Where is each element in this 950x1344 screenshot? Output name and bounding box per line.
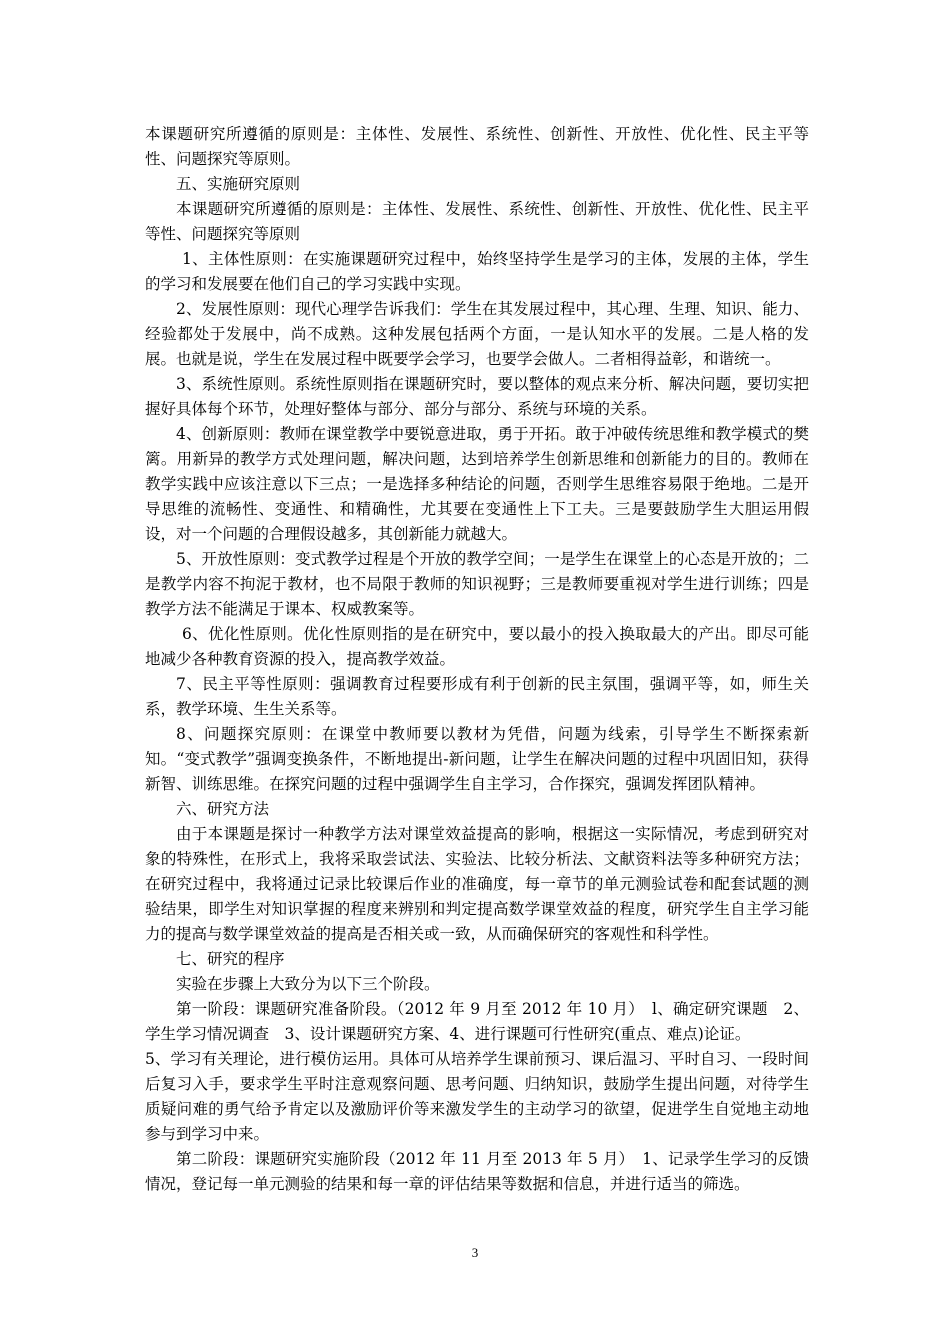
heading-section-6: 六、研究方法 bbox=[176, 800, 270, 818]
paragraph-principle-3: 3、系统性原则。系统性原则指在课题研究时，要以整体的观点来分析、解决问题，要切实把握好具体每个环节，处理好整体与部分、部分与部分、系统与环境的关系。 bbox=[145, 375, 809, 418]
paragraph-stage-2: 第二阶段：课题研究实施阶段（2012 年 11 月至 2013 年 5 月） 1、记录学生学习的反馈情况，登记每一单元测验的结果和每一章的评估结果等数据和信息，并进行适当的筛选。 bbox=[145, 1150, 809, 1193]
page-number: 3 bbox=[471, 1245, 479, 1260]
body-text bbox=[145, 122, 809, 1197]
paragraph-methods: 由于本课题是探讨一种教学方法对课堂效益提高的影响，根据这一实际情况，考虑到研究对象的特殊性，在形式上，我将采取尝试法、实验法、比较分析法、文献资料法等多种研究方法；在研究过程中，我将通过记录比较课后作业的准确度，每一章节的单元测验试卷和配套试题的测验结果，即学生对知识掌握的程度来辨别和判定提高数学课堂效益的程度，研究学生自主学习能力的提高与数学课堂效益的提高是否相关或一致，从而确保研究的客观性和科学性。 bbox=[145, 825, 809, 943]
paragraph-principles-intro: 本课题研究所遵循的原则是：主体性、发展性、系统性、创新性、开放性、优化性、民主平等性、问题探究等原则 bbox=[145, 200, 809, 243]
heading-section-5: 五、实施研究原则 bbox=[176, 175, 301, 193]
heading-section-7: 七、研究的程序 bbox=[176, 950, 285, 968]
paragraph-stages-intro: 实验在步骤上大致分为以下三个阶段。 bbox=[176, 975, 440, 993]
paragraph-principle-7: 7、民主平等性原则：强调教育过程要形成有利于创新的民主氛围，强调平等，如，师生关系，教学环境、生生关系等。 bbox=[145, 675, 809, 718]
paragraph-principle-6: 6、优化性原则。优化性原则指的是在研究中，要以最小的投入换取最大的产出。即尽可能地减少各种教育资源的投入，提高教学效益。 bbox=[145, 625, 809, 668]
paragraph-principle-5: 5、开放性原则：变式教学过程是个开放的教学空间；一是学生在课堂上的心态是开放的；二是教学内容不拘泥于教材，也不局限于教师的知识视野；三是教师要重视对学生进行训练；四是教学方法不能满足于课本、权威教案等。 bbox=[145, 550, 809, 618]
paragraph-principle-8: 8、问题探究原则：在课堂中教师要以教材为凭借，问题为线索，引导学生不断探索新知。“变式教学”强调变换条件，不断地提出-新问题，让学生在解决问题的过程中巩固旧知，获得新智、训练思维。在探究问题的过程中强调学生自主学习，合作探究，强调发挥团队精神。 bbox=[145, 725, 809, 793]
paragraph-principle-2: 2、发展性原则：现代心理学告诉我们：学生在其发展过程中，其心理、生理、知识、能力、经验都处于发展中，尚不成熟。这种发展包括两个方面，一是认知水平的发展。二是人格的发展。也就是说，学生在发展过程中既要学会学习，也要学会做人。二者相得益彰，和谐统一。 bbox=[145, 300, 809, 368]
paragraph-principle-4: 4、创新原则：教师在课堂教学中要锐意进取，勇于开拓。敢于冲破传统思维和教学模式的樊篱。用新异的教学方式处理问题，解决问题，达到培养学生创新思维和创新能力的目的。教师在教学实践中应该注意以下三点；一是选择多种结论的问题，否则学生思维容易限于绝地。二是开导思维的流畅性、变通性、和精确性，尤其要在变通性上下工夫。三是要鼓励学生大胆运用假设，对一个问题的合理假设越多，其创新能力就越大。 bbox=[145, 425, 809, 543]
paragraph-principle-1: 1、主体性原则：在实施课题研究过程中，始终坚持学生是学习的主体，发展的主体，学生的学习和发展要在他们自己的学习实践中实现。 bbox=[145, 250, 809, 293]
paragraph-stage-1: 第一阶段：课题研究准备阶段。（2012 年 9 月至 2012 年 10 月） l、确定研究课题 2、学生学习情况调查 3、设计课题研究方案、4、进行课题可行性研究(重点、难点)论证。 bbox=[145, 1000, 809, 1043]
paragraph-stage-1-cont: 5、学习有关理论，进行模仿运用。具体可从培养学生课前预习、课后温习、平时自习、一段时间后复习入手，要求学生平时注意观察问题、思考问题、归纳知识，鼓励学生提出问题，对待学生质疑问难的勇气给予肯定以及激励评价等来激发学生的主动学习的欲望，促进学生自觉地主动地参与到学习中来。 bbox=[145, 1050, 809, 1143]
paragraph-1: 本课题研究所遵循的原则是：主体性、发展性、系统性、创新性、开放性、优化性、民主平等性、问题探究等原则。 bbox=[145, 125, 809, 168]
